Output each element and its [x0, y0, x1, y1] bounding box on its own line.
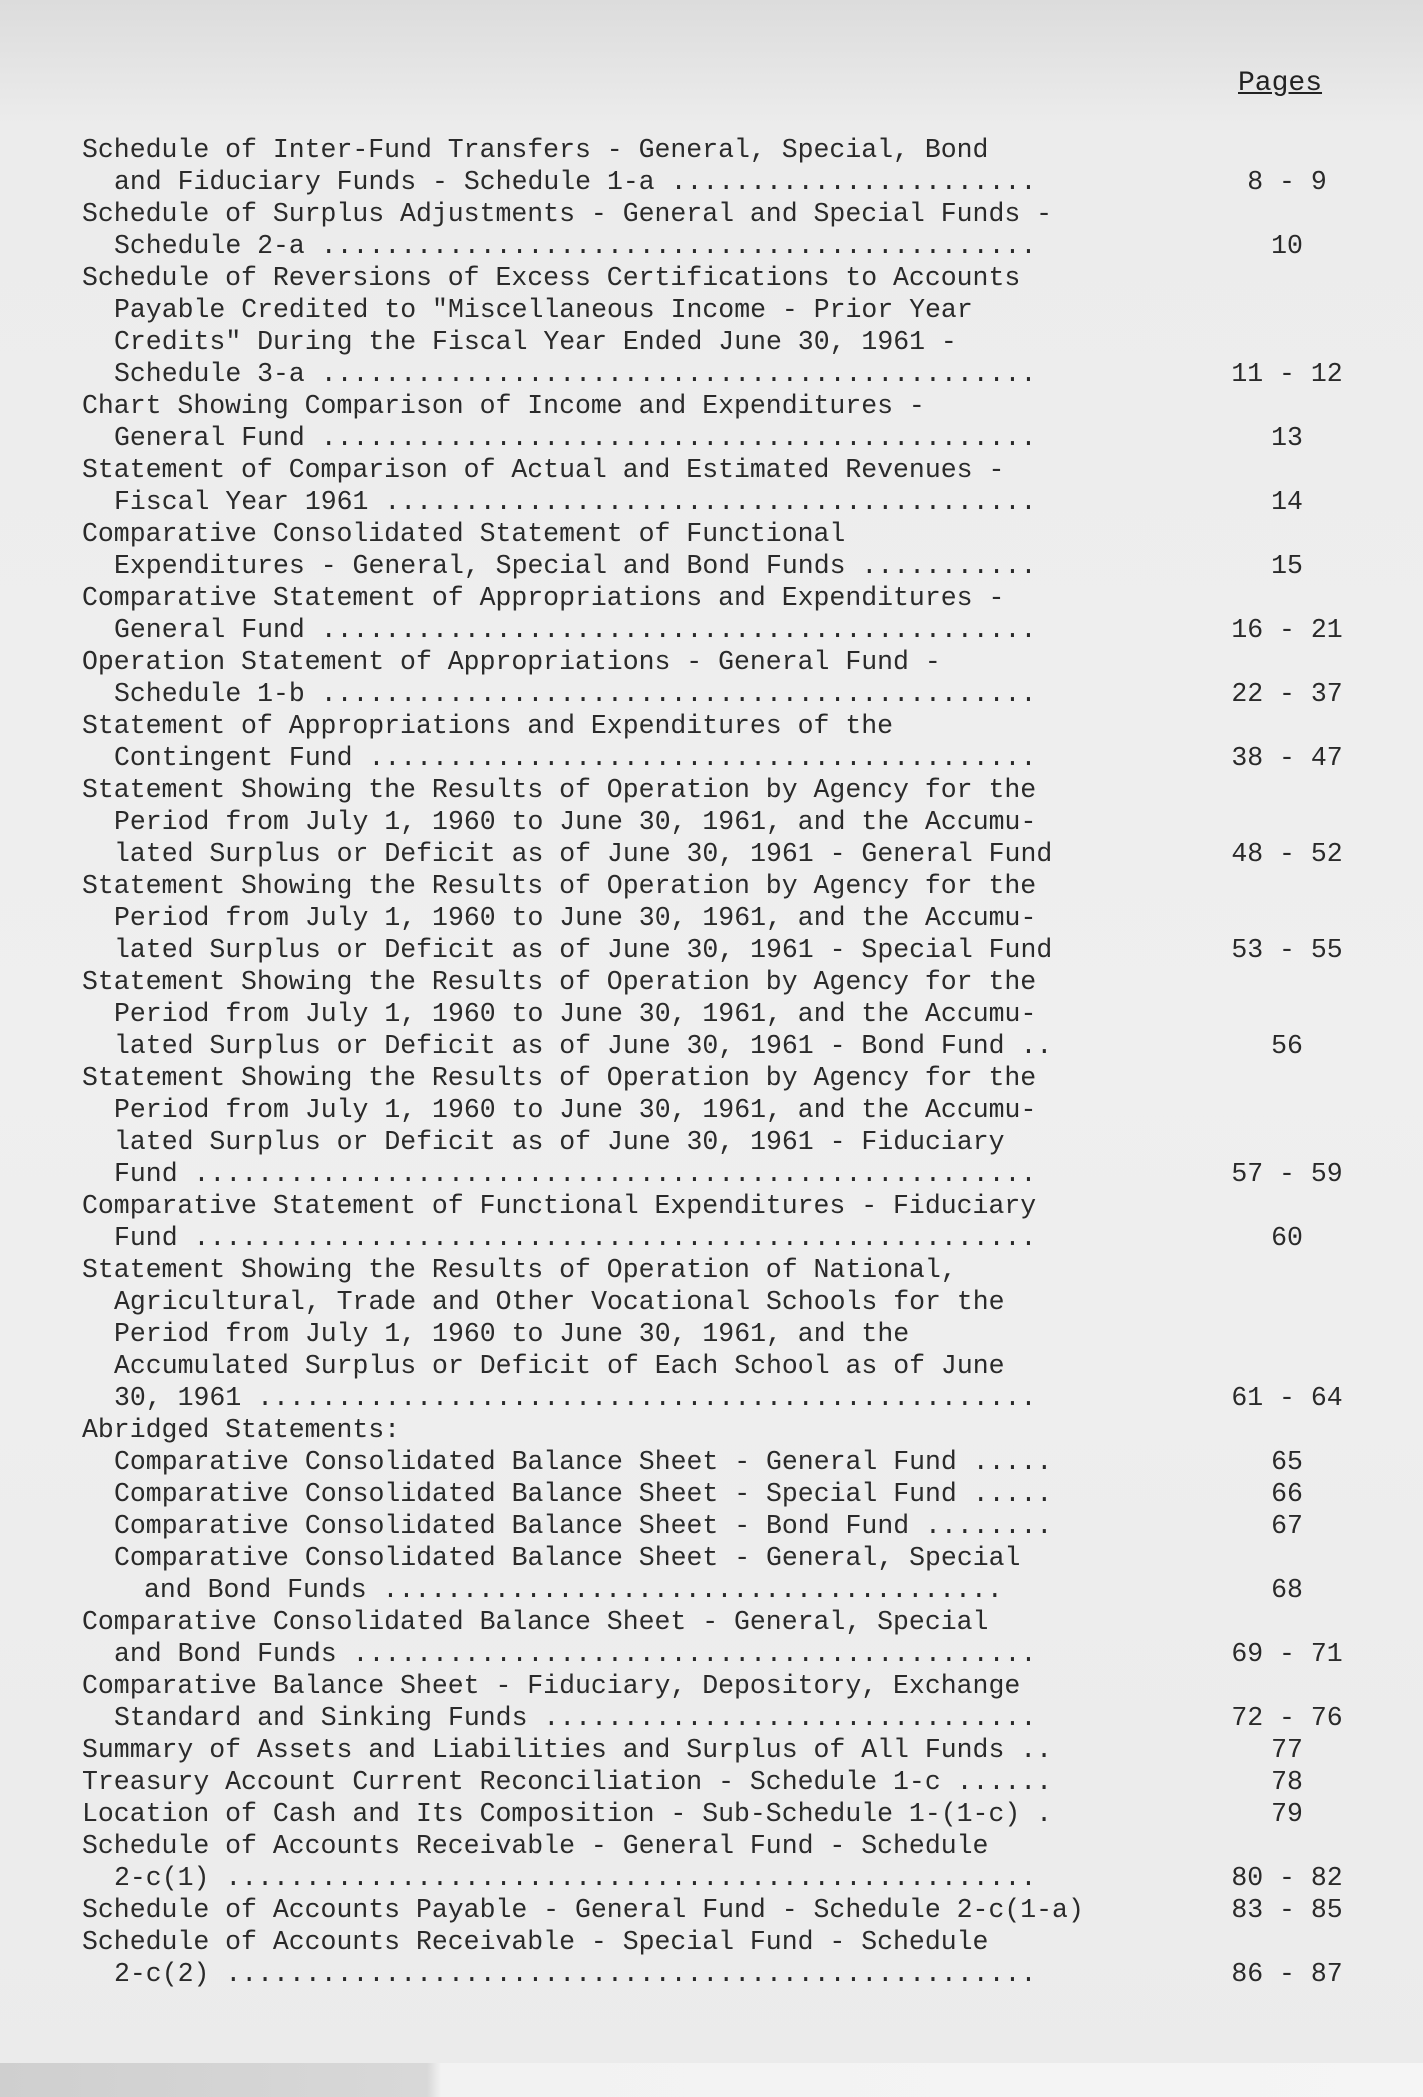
toc-entry-line: General Fund .............................................	[114, 615, 1037, 645]
toc-page-range: 57 - 59	[1231, 1159, 1343, 1189]
toc-entry-line: Comparative Consolidated Statement of Functional	[82, 519, 846, 549]
toc-entry-line: Schedule 2-a .............................................	[114, 231, 1037, 261]
toc-page-range: 83 - 85	[1231, 1895, 1343, 1925]
toc-page-range: 38 - 47	[1231, 743, 1343, 773]
toc-entry	[82, 1254, 1362, 1414]
toc-entry	[82, 582, 1362, 646]
toc-page-range: 53 - 55	[1231, 935, 1343, 965]
toc-page-range: 79	[1271, 1799, 1303, 1829]
toc-entry	[82, 1670, 1362, 1734]
toc-entry-line: Comparative Balance Sheet - Fiduciary, Depository, Exchange	[82, 1671, 1021, 1701]
toc-entry-line: Schedule of Reversions of Excess Certifications to Accounts	[82, 263, 1021, 293]
toc-entry-line: 2-c(1) ...................................................	[114, 1863, 1037, 1893]
toc-entry-line: Statement of Comparison of Actual and Estimated Revenues -	[82, 455, 1005, 485]
toc-entry-line: Schedule of Accounts Receivable - General Fund - Schedule	[82, 1831, 989, 1861]
toc-entry-line: Schedule 3-a .............................................	[114, 359, 1037, 389]
toc-entry-line: lated Surplus or Deficit as of June 30, 1961 - Bond Fund ..	[114, 1031, 1053, 1061]
toc-entry-line: Period from July 1, 1960 to June 30, 1961, and the Accumu-	[114, 1095, 1037, 1125]
table-of-contents	[82, 134, 1362, 1990]
toc-entry-line: Statement Showing the Results of Operation by Agency for the	[82, 775, 1037, 805]
toc-page-range: 66	[1271, 1479, 1303, 1509]
toc-entry-line: Period from July 1, 1960 to June 30, 1961, and the Accumu-	[114, 807, 1037, 837]
toc-entry	[82, 454, 1362, 518]
toc-entry	[82, 774, 1362, 870]
toc-sub-entry	[82, 1510, 1362, 1542]
toc-entry	[82, 1766, 1362, 1798]
toc-entry-line: and Bond Funds .......................................	[144, 1575, 1003, 1605]
toc-entry	[82, 646, 1362, 710]
toc-entry-line: lated Surplus or Deficit as of June 30, 1961 - Special Fund	[114, 935, 1053, 965]
toc-page-range: 15	[1271, 551, 1303, 581]
toc-page-range: 22 - 37	[1231, 679, 1343, 709]
toc-entry-line: Location of Cash and Its Composition - Sub-Schedule 1-(1-c) .	[82, 1799, 1053, 1829]
toc-entry	[82, 1830, 1362, 1894]
toc-page-range: 67	[1271, 1511, 1303, 1541]
toc-entry	[82, 710, 1362, 774]
toc-page-range: 56	[1271, 1031, 1303, 1061]
toc-entry	[82, 1926, 1362, 1990]
toc-entry-line: Expenditures - General, Special and Bond Funds ...........	[114, 551, 1037, 581]
toc-entry-line: lated Surplus or Deficit as of June 30, 1961 - General Fund	[114, 839, 1053, 869]
toc-entry-line: Abridged Statements:	[82, 1415, 401, 1445]
toc-page-range: 69 - 71	[1231, 1639, 1343, 1669]
toc-page-range: 13	[1271, 423, 1303, 453]
toc-page-range: 11 - 12	[1231, 359, 1343, 389]
toc-entry-line: Comparative Consolidated Balance Sheet - General, Special	[82, 1607, 989, 1637]
toc-entry-line: Statement Showing the Results of Operation by Agency for the	[82, 1063, 1037, 1093]
toc-page-range: 8 - 9	[1247, 167, 1327, 197]
toc-entry-line: lated Surplus or Deficit as of June 30, 1961 - Fiduciary	[114, 1127, 1005, 1157]
toc-entry-line: Period from July 1, 1960 to June 30, 1961, and the Accumu-	[114, 999, 1037, 1029]
toc-entry	[82, 390, 1362, 454]
pages-column-heading: Pages	[1238, 68, 1323, 99]
toc-entry-line: Standard and Sinking Funds ...............................	[114, 1703, 1037, 1733]
scan-footer-strip	[0, 2063, 1423, 2097]
toc-entry	[82, 1062, 1362, 1190]
toc-entry-line: and Bond Funds ...........................................	[114, 1639, 1037, 1669]
toc-entry-line: Payable Credited to "Miscellaneous Income - Prior Year	[114, 295, 973, 325]
toc-entry-line: Fund .....................................................	[114, 1223, 1037, 1253]
toc-entry	[82, 134, 1362, 198]
toc-page-range: 16 - 21	[1231, 615, 1343, 645]
toc-sub-entry	[82, 1446, 1362, 1478]
toc-entry	[82, 262, 1362, 390]
toc-entry-line: Chart Showing Comparison of Income and Expenditures -	[82, 391, 925, 421]
toc-entry-line: Comparative Consolidated Balance Sheet - General Fund .....	[114, 1447, 1053, 1477]
toc-page-range: 80 - 82	[1231, 1863, 1343, 1893]
toc-page-range: 14	[1271, 487, 1303, 517]
toc-entry-line: Schedule of Accounts Payable - General Fund - Schedule 2-c(1-a)	[82, 1895, 1084, 1925]
toc-page-range: 77	[1271, 1735, 1303, 1765]
toc-page-range: 86 - 87	[1231, 1959, 1343, 1989]
toc-entry-line: Accumulated Surplus or Deficit of Each School as of June	[114, 1351, 1005, 1381]
toc-entry-line: Schedule 1-b .............................................	[114, 679, 1037, 709]
toc-page-range: 60	[1271, 1223, 1303, 1253]
toc-entry	[82, 1798, 1362, 1830]
toc-entry-line: Fund .....................................................	[114, 1159, 1037, 1189]
toc-entry-line: Comparative Statement of Appropriations and Expenditures -	[82, 583, 1005, 613]
toc-entry-line: Fiscal Year 1961 .........................................	[114, 487, 1037, 517]
toc-sub-entry	[82, 1542, 1362, 1606]
toc-entry	[82, 1190, 1362, 1254]
toc-entry-line: 2-c(2) ...................................................	[114, 1959, 1037, 1989]
toc-page-range: 61 - 64	[1231, 1383, 1343, 1413]
toc-entry-line: Comparative Statement of Functional Expenditures - Fiduciary	[82, 1191, 1037, 1221]
toc-entry-line: and Fiduciary Funds - Schedule 1-a .......................	[114, 167, 1037, 197]
toc-entry-line: Schedule of Surplus Adjustments - General and Special Funds -	[82, 199, 1053, 229]
toc-page-range: 65	[1271, 1447, 1303, 1477]
toc-page-range: 78	[1271, 1767, 1303, 1797]
toc-entry-line: Statement Showing the Results of Operation of National,	[82, 1255, 957, 1285]
toc-entry-line: Period from July 1, 1960 to June 30, 1961, and the Accumu-	[114, 903, 1037, 933]
toc-entry-line: Statement Showing the Results of Operation by Agency for the	[82, 871, 1037, 901]
toc-entry	[82, 966, 1362, 1062]
toc-entry-line: Statement Showing the Results of Operation by Agency for the	[82, 967, 1037, 997]
toc-entry	[82, 1606, 1362, 1670]
toc-entry-line: Comparative Consolidated Balance Sheet - Special Fund .....	[114, 1479, 1053, 1509]
toc-sub-entry	[82, 1478, 1362, 1510]
toc-entry-line: Credits" During the Fiscal Year Ended June 30, 1961 -	[114, 327, 957, 357]
toc-page-range: 72 - 76	[1231, 1703, 1343, 1733]
toc-entry	[82, 1894, 1362, 1926]
toc-entry-line: 30, 1961 .................................................	[114, 1383, 1037, 1413]
toc-page-range: 10	[1271, 231, 1303, 261]
toc-entry-line: Schedule of Accounts Receivable - Special Fund - Schedule	[82, 1927, 989, 1957]
toc-entry-line: Period from July 1, 1960 to June 30, 1961, and the	[114, 1319, 910, 1349]
toc-entry-line: Operation Statement of Appropriations - General Fund -	[82, 647, 941, 677]
toc-entry	[82, 1734, 1362, 1766]
toc-entry-line: General Fund .............................................	[114, 423, 1037, 453]
toc-entry-line: Treasury Account Current Reconciliation - Schedule 1-c ......	[82, 1767, 1053, 1797]
toc-entry-line: Agricultural, Trade and Other Vocational Schools for the	[114, 1287, 1005, 1317]
toc-entry	[82, 518, 1362, 582]
toc-entry-line: Schedule of Inter-Fund Transfers - General, Special, Bond	[82, 135, 989, 165]
toc-entry-line: Comparative Consolidated Balance Sheet - General, Special	[114, 1543, 1021, 1573]
toc-entry-line: Contingent Fund ..........................................	[114, 743, 1037, 773]
toc-page-range: 48 - 52	[1231, 839, 1343, 869]
toc-entry-line: Comparative Consolidated Balance Sheet - Bond Fund ........	[114, 1511, 1053, 1541]
toc-page-range: 68	[1271, 1575, 1303, 1605]
toc-entry	[82, 870, 1362, 966]
toc-entry	[82, 198, 1362, 262]
toc-entry-line: Summary of Assets and Liabilities and Surplus of All Funds ..	[82, 1735, 1053, 1765]
toc-entry	[82, 1414, 1362, 1446]
toc-entry-line: Statement of Appropriations and Expenditures of the	[82, 711, 894, 741]
